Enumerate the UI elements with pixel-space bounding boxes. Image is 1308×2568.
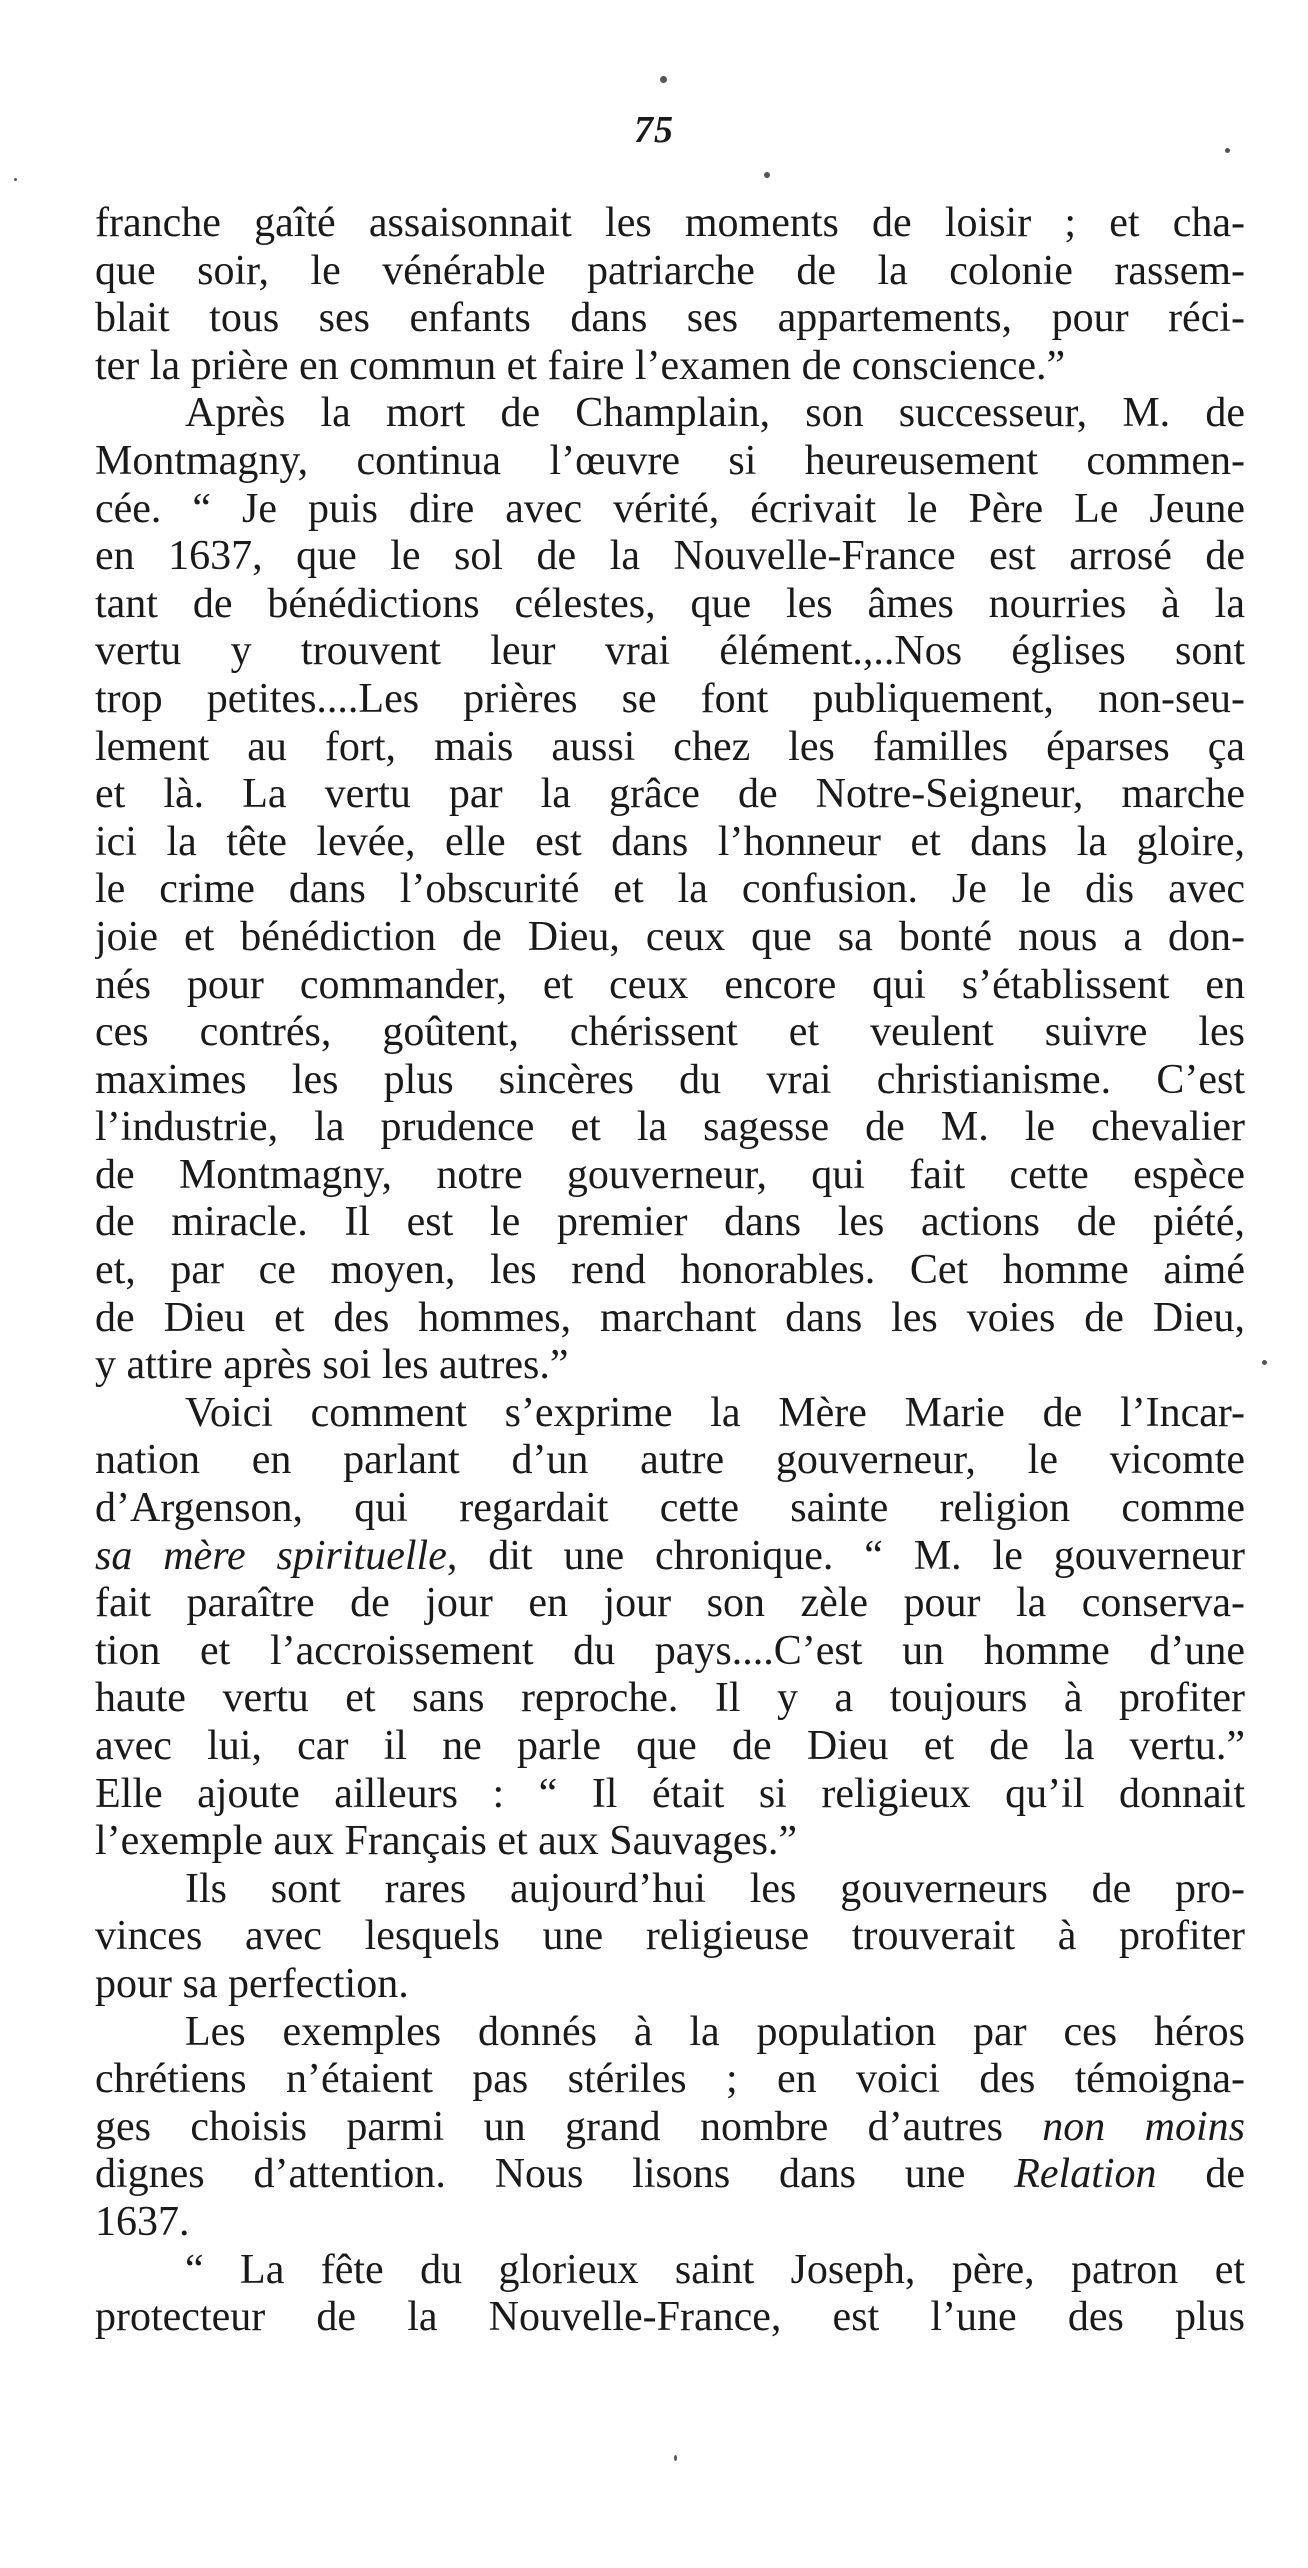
text-line: Après la mort de Champlain, son successeur, M. de — [185, 390, 1245, 437]
text-line: joie et bénédiction de Dieu, ceux que sa bonté nous a don- — [95, 913, 1245, 960]
text-line: ter la prière en commun et faire l’examen de conscience.” — [95, 342, 1066, 389]
text-line: protecteur de la Nouvelle-France, est l’une des plus — [95, 2294, 1245, 2341]
text-line: “ La fête du glorieux saint Joseph, père, patron et — [185, 2246, 1245, 2293]
text-line: franche gaîté assaisonnait les moments de loisir ; et cha- — [95, 200, 1245, 246]
text-line: pour sa perfection. — [95, 1960, 409, 2007]
text-line: chrétiens n’étaient pas stériles ; en voici des témoigna- — [95, 2056, 1245, 2103]
text-line: Voici comment s’exprime la Mère Marie de l’Incar- — [185, 1389, 1245, 1436]
text-line: Elle ajoute ailleurs : “ Il était si religieux qu’il donnait — [95, 1770, 1245, 1817]
text-line: vertu y trouvent leur vrai élément.,..Nos églises sont — [95, 628, 1245, 675]
text-line: haute vertu et sans reproche. Il y a toujours à profiter — [95, 1675, 1245, 1722]
scan-speck — [660, 76, 667, 83]
text-line: l’industrie, la prudence et la sagesse de M. le chevalier — [95, 1104, 1245, 1151]
text-line: tant de bénédictions célestes, que les âmes nourries à la — [95, 580, 1245, 627]
scan-speck — [764, 172, 770, 178]
text-line: sa mère spirituelle, dit une chronique. “ M. le gouverneur — [95, 1532, 1245, 1579]
page-number: 75 — [634, 109, 674, 151]
text-line: Les exemples donnés à la population par ces héros — [185, 2008, 1245, 2055]
text-line: de Dieu et des hommes, marchant dans les voies de Dieu, — [95, 1294, 1245, 1341]
text-line: maximes les plus sincères du vrai christianisme. C’est — [95, 1056, 1245, 1103]
scan-speck — [14, 178, 17, 181]
text-line: l’exemple aux Français et aux Sauvages.” — [95, 1818, 798, 1865]
scan-speck — [674, 2455, 677, 2461]
text-line: en 1637, que le sol de la Nouvelle-France est arrosé de — [95, 533, 1245, 580]
text-line: blait tous ses enfants dans ses appartements, pour réci- — [95, 295, 1245, 342]
text-line: vinces avec lesquels une religieuse trouverait à profiter — [95, 1913, 1245, 1960]
text-line: de Montmagny, notre gouverneur, qui fait cette espèce — [95, 1151, 1245, 1198]
text-line: Ils sont rares aujourd’hui les gouverneurs de pro- — [185, 1865, 1245, 1912]
scan-speck — [1262, 1360, 1267, 1365]
text-line: trop petites....Les prières se font publiquement, non-seu- — [95, 675, 1245, 722]
body-text — [95, 200, 1245, 2342]
text-line: ces contrés, goûtent, chérissent et veulent suivre les — [95, 1009, 1245, 1056]
text-line: nation en parlant d’un autre gouverneur, le vicomte — [95, 1437, 1245, 1484]
text-line: ges choisis parmi un grand nombre d’autres non moins — [95, 2103, 1245, 2150]
text-line: cée. “ Je puis dire avec vérité, écrivait le Père Le Jeune — [95, 485, 1245, 532]
scan-speck — [1225, 148, 1230, 153]
text-line: et, par ce moyen, les rend honorables. Cet homme aimé — [95, 1247, 1245, 1294]
text-line: ici la tête levée, elle est dans l’honneur et dans la gloire, — [95, 818, 1245, 865]
text-line: d’Argenson, qui regardait cette sainte religion comme — [95, 1485, 1245, 1532]
text-line: le crime dans l’obscurité et la confusion. Je le dis avec — [95, 866, 1245, 913]
text-line: avec lui, car il ne parle que de Dieu et de la vertu.” — [95, 1723, 1245, 1769]
text-line: de miracle. Il est le premier dans les actions de piété, — [95, 1199, 1245, 1246]
text-line: et là. La vertu par la grâce de Notre-Seigneur, marche — [95, 771, 1245, 818]
text-line: dignes d’attention. Nous lisons dans une Relation de — [95, 2151, 1245, 2198]
text-line: fait paraître de jour en jour son zèle pour la conserva- — [95, 1580, 1245, 1627]
text-line: 1637. — [95, 2198, 190, 2245]
text-line: nés pour commander, et ceux encore qui s’établissent en — [95, 961, 1245, 1008]
text-line: y attire après soi les autres.” — [95, 1342, 569, 1389]
text-line: tion et l’accroissement du pays....C’est un homme d’une — [95, 1627, 1245, 1674]
text-line: que soir, le vénérable patriarche de la colonie rassem- — [95, 247, 1245, 294]
text-line: Montmagny, continua l’œuvre si heureusement commen- — [95, 437, 1245, 484]
text-line: lement au fort, mais aussi chez les familles éparses ça — [95, 723, 1245, 770]
